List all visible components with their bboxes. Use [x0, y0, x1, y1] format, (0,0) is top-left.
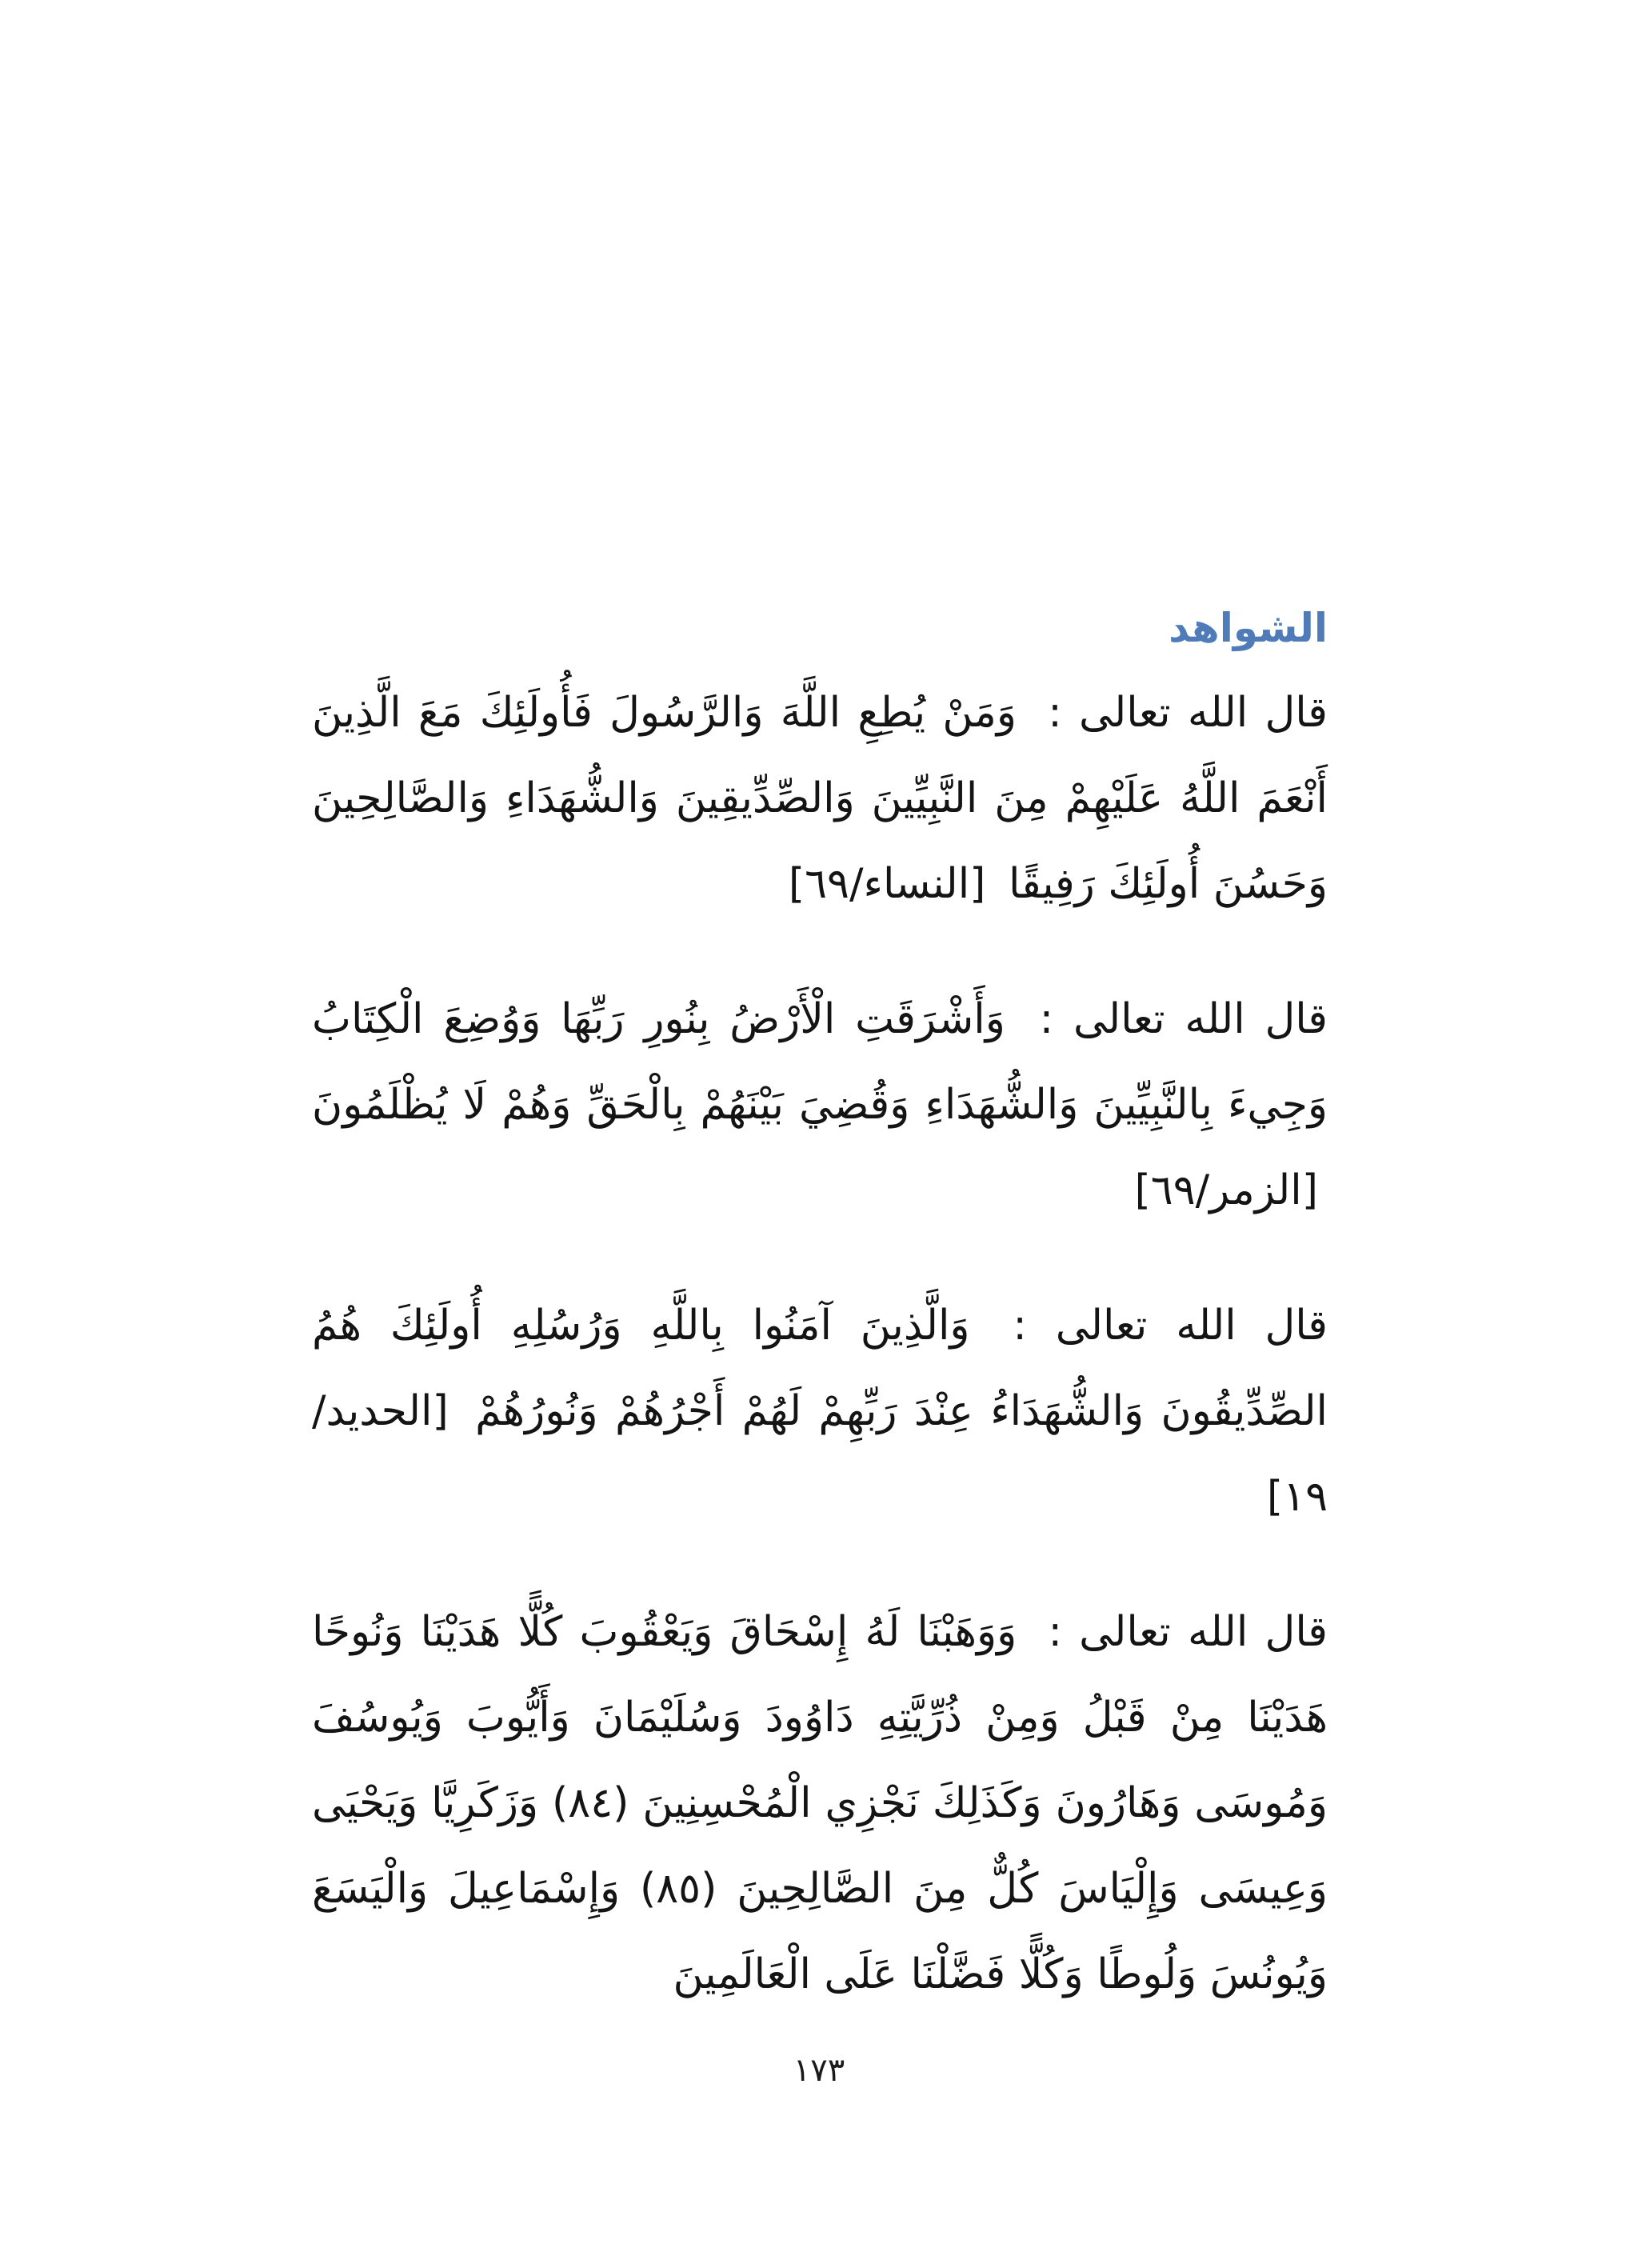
- passage-intro: قال الله تعالى :: [1048, 689, 1328, 737]
- quran-verse: وَالَّذِينَ آمَنُوا بِاللَّهِ وَرُسُلِهِ أُولَئِكَ هُمُ الصِّدِّيقُونَ وَالشُّهَدَاءُ عِنْدَ رَبِّهِمْ لَهُمْ أَجْرُهُمْ وَنُورُهُمْ: [312, 1302, 1328, 1435]
- passage: [312, 1283, 1328, 1540]
- quran-verse: وَوَهَبْنَا لَهُ إِسْحَاقَ وَيَعْقُوبَ كُلًّا هَدَيْنَا وَنُوحًا هَدَيْنَا مِنْ قَبْلُ وَمِنْ ذُرِّيَّتِهِ دَاوُودَ وَسُلَيْمَانَ وَأَيُّوبَ وَيُوسُفَ وَمُوسَى وَهَارُونَ وَكَذَلِكَ نَجْزِي الْمُحْسِنِينَ (٨٤) وَزَكَرِيَّا وَيَحْيَى وَعِيسَى وَإِلْيَاسَ كُلٌّ مِنَ الصَّالِحِينَ (٨٥) وَإِسْمَاعِيلَ وَالْيَسَعَ وَيُونُسَ وَلُوطًا وَكُلًّا فَضَّلْنَا عَلَى الْعَالَمِينَ: [312, 1608, 1328, 1998]
- verse-reference: [الحديد/١٩]: [312, 1387, 1328, 1521]
- page-content: [312, 592, 1328, 2018]
- section-title: الشواهد: [1169, 605, 1328, 651]
- quran-verse: وَمَنْ يُطِعِ اللَّهَ وَالرَّسُولَ فَأُولَئِكَ مَعَ الَّذِينَ أَنْعَمَ اللَّهُ عَلَيْهِمْ مِنَ النَّبِيِّينَ وَالصِّدِّيقِينَ وَالشُّهَدَاءِ وَالصَّالِحِينَ وَحَسُنَ أُولَئِكَ رَفِيقًا: [312, 689, 1328, 908]
- passage-intro: قال الله تعالى :: [1013, 1302, 1328, 1350]
- passage: [312, 977, 1328, 1234]
- quran-verse: وَأَشْرَقَتِ الْأَرْضُ بِنُورِ رَبِّهَا وَوُضِعَ الْكِتَابُ وَجِيءَ بِالنَّبِيِّينَ وَالشُّهَدَاءِ وَقُضِيَ بَيْنَهُمْ بِالْحَقِّ وَهُمْ لَا يُظْلَمُونَ: [312, 995, 1328, 1129]
- passage-intro: قال الله تعالى :: [1048, 1608, 1328, 1656]
- passage: [312, 670, 1328, 927]
- verse-reference: [النساء/٦٩]: [788, 860, 986, 908]
- verse-reference: [الزمر/٦٩]: [1134, 1166, 1318, 1214]
- passage: [312, 1590, 1328, 2018]
- passage-intro: قال الله تعالى :: [1039, 995, 1328, 1043]
- page-number: ١٧٣: [793, 2052, 845, 2089]
